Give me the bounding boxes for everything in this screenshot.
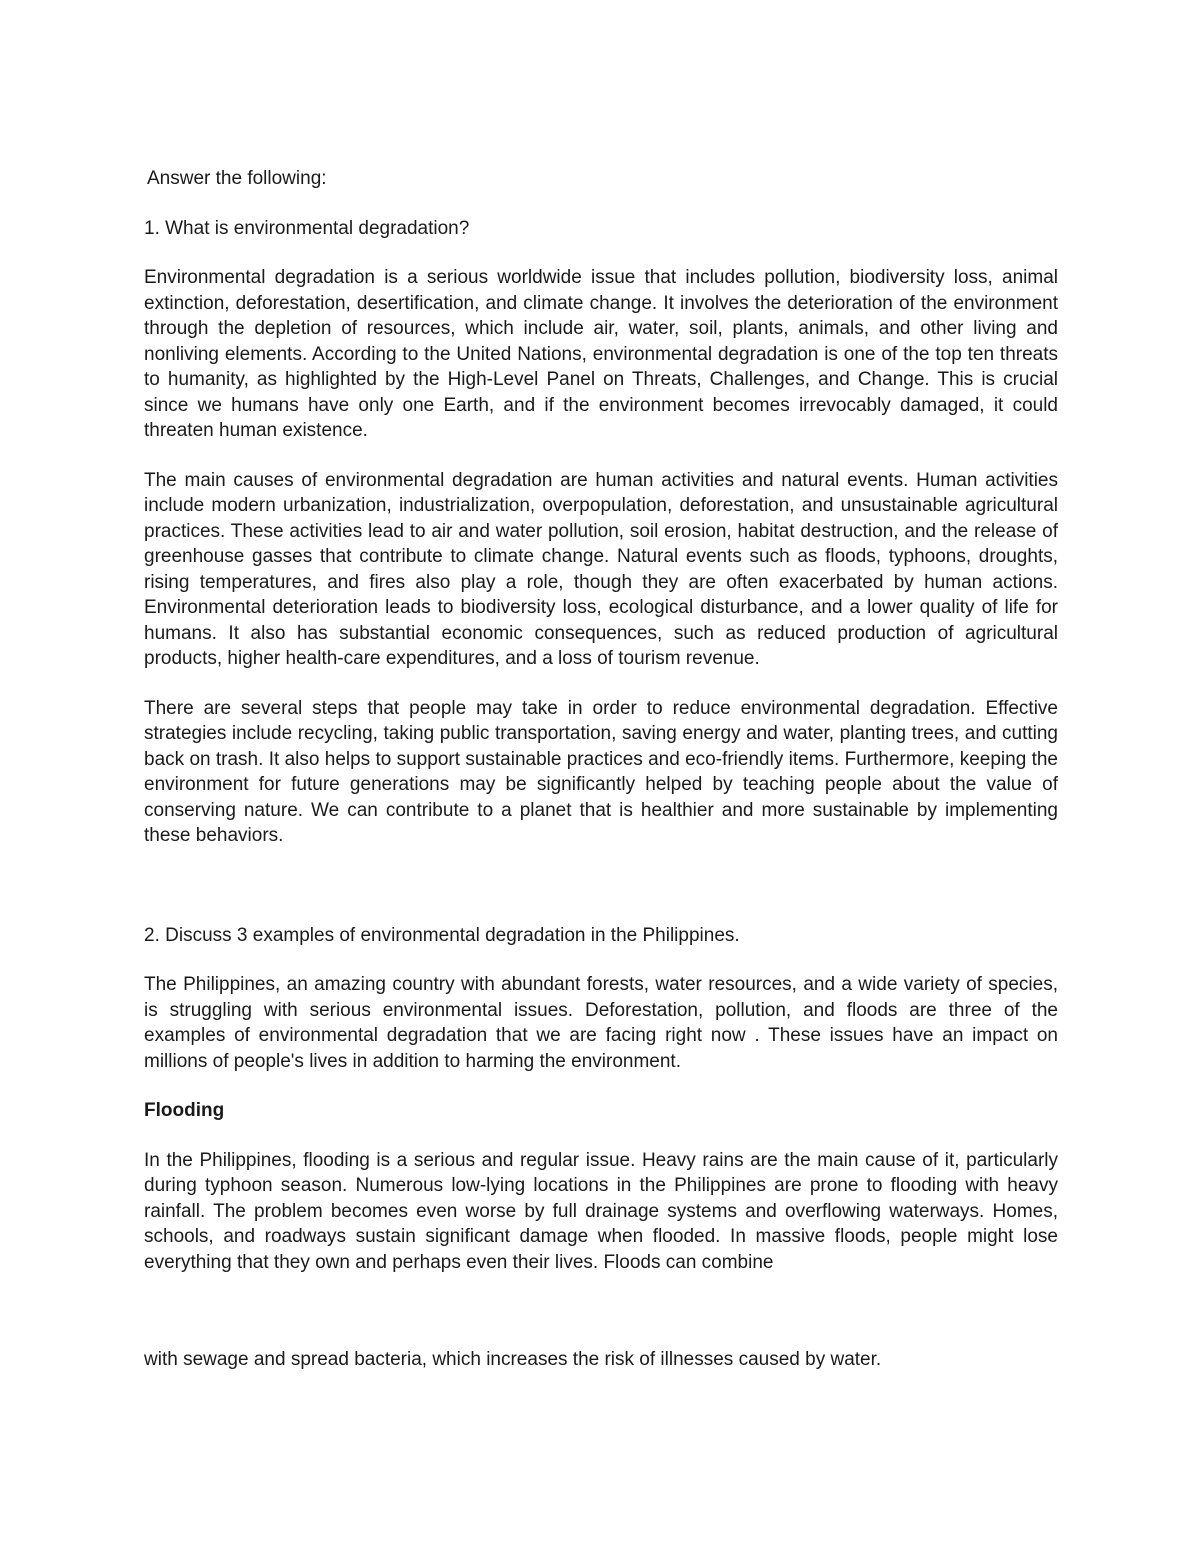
intro-text: Answer the following: (147, 168, 327, 189)
flooding-continuation: with sewage and spread bacteria, which increases the risk of illnesses caused by water. (144, 1349, 882, 1370)
flooding-paragraph: In the Philippines, flooding is a serious and regular issue. Heavy rains are the main cause of it, particularly during typhoon season. Numerous low-lying locations in the Philippines are prone to flooding with heavy rainfall. The problem becomes even worse by full drainage systems and overflowing waterways. Homes, schools, and roadways sustain significant damage when flooded. In massive floods, people might lose everything that they own and perhaps even their lives. Floods can combine (144, 1149, 1058, 1273)
flooding-heading: Flooding (144, 1100, 225, 1121)
q1-paragraph-3: There are several steps that people may take in order to reduce environmental degradation. Effective strategies include recycling, taking public transportation, saving energy and water, planting trees, and cutting back on trash. It also helps to support sustainable practices and eco-friendly items. Furthermore, keeping the environment for future generations may be significantly helped by teaching people about the value of conserving nature. We can contribute to a planet that is healthier and more sustainable by implementing these behaviors. (144, 697, 1058, 846)
question-2: 2. Discuss 3 examples of environmental degradation in the Philippines. (144, 924, 740, 946)
q1-paragraph-2: The main causes of environmental degradation are human activities and natural events. Human activities include modern urbanization, industrialization, overpopulation, deforestation, and unsustainable agricultural practices. These activities lead to air and water pollution, soil erosion, habitat destruction, and the release of greenhouse gasses that contribute to climate change. Natural events such as floods, typhoons, droughts, rising temperatures, and fires also play a role, though they are often exacerbated by human actions. Environmental deterioration leads to biodiversity loss, ecological disturbance, and a lower quality of life for humans. It also has substantial economic consequences, such as reduced production of agricultural products, higher health-care expenditures, and a loss of tourism revenue. (144, 469, 1058, 669)
q1-paragraph-1: Environmental degradation is a serious worldwide issue that includes pollution, biodiversity loss, animal extinction, deforestation, desertification, and climate change. It involves the deterioration of the environment through the depletion of resources, which include air, water, soil, plants, animals, and other living and nonliving elements. According to the United Nations, environmental degradation is one of the top ten threats to humanity, as highlighted by the High-Level Panel on Threats, Challenges, and Change. This is crucial since we humans have only one Earth, and if the environment becomes irrevocably damaged, it could threaten human existence. (144, 267, 1058, 441)
q2-intro-paragraph: The Philippines, an amazing country with abundant forests, water resources, and a wide variety of species, is struggling with serious environmental issues. Deforestation, pollution, and floods are three of the examples of environmental degradation that we are facing right now . These issues have an impact on millions of people's lives in addition to harming the environment. (144, 974, 1058, 1072)
document-page (144, 166, 1058, 1373)
question-1: 1. What is environmental degradation? (144, 217, 470, 239)
